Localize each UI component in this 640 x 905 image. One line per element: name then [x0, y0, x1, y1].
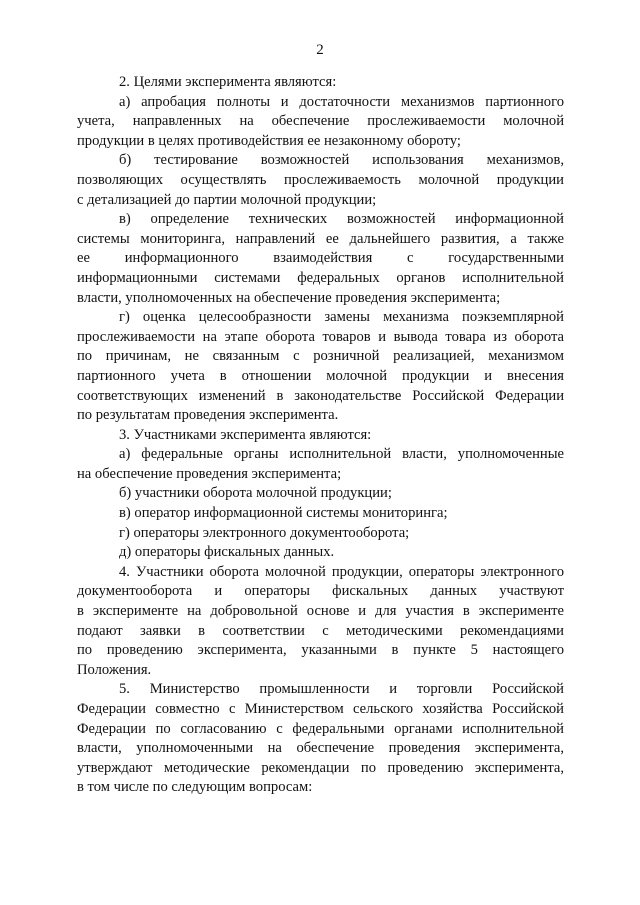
text-line: г) операторы электронного документооборота; [119, 524, 410, 541]
text-line: а) апробация полноты и достаточности механизмов партионного [119, 93, 564, 110]
text-line: 4. Участники оборота молочной продукции, операторы электронного [119, 563, 564, 580]
text-line: д) операторы фискальных данных. [119, 544, 335, 561]
paragraph-3e [77, 543, 564, 563]
text-line: власти, уполномоченными на обеспечение проведения эксперимента, [77, 740, 564, 757]
text-line: 5. Министерство промышленности и торговли Российской [119, 681, 564, 698]
text-line: Положения. [77, 661, 152, 678]
text-line: б) участники оборота молочной продукции; [119, 485, 392, 502]
paragraph-3a [77, 445, 564, 484]
text-line: продукции в целях противодействия ее незаконному обороту; [77, 132, 461, 149]
text-line: б) тестирование возможностей использования механизмов, [119, 152, 564, 169]
text-line: г) оценка целесообразности замены механизма поэкземплярной [119, 309, 564, 326]
paragraph-3d [77, 524, 564, 544]
text-line: партионного учета в отношении молочной продукции и внесения [77, 367, 564, 384]
page-number: 2 [316, 42, 324, 58]
paragraph-2b [77, 151, 564, 210]
paragraph-3b [77, 484, 564, 504]
text-line: соответствующих изменений в законодательстве Российской Федерации [77, 387, 564, 404]
text-line: с детализацией до партии молочной продукции; [77, 191, 377, 208]
text-line: в том числе по следующим вопросам: [77, 779, 313, 796]
text-line: утверждают методические рекомендации по проведению эксперимента, [77, 759, 564, 776]
paragraph-2c [77, 210, 564, 308]
text-line: учета, направленных на обеспечение прослеживаемости молочной [77, 113, 564, 130]
text-line: по причинам, не связанным с розничной реализацией, механизмом [77, 348, 564, 365]
text-line: власти, уполномоченных на обеспечение проведения эксперимента; [77, 289, 501, 306]
text-line: Федерации по согласованию с федеральными органами исполнительной [77, 720, 564, 737]
text-line: документооборота и операторы фискальных данных участвуют [77, 583, 564, 600]
text-line: ее информационного взаимодействия с государственными [77, 250, 564, 267]
paragraph-2a [77, 93, 564, 152]
text-line: позволяющих осуществлять прослеживаемость молочной продукции [77, 171, 564, 188]
text-line: прослеживаемости на этапе оборота товаров и вывода товара из оборота [77, 328, 564, 345]
text-line: в) определение технических возможностей информационной [119, 211, 564, 228]
document-body [77, 73, 564, 798]
text-line: подают заявки в соответствии с методическими рекомендациями [77, 622, 564, 639]
text-line: 2. Целями эксперимента являются: [119, 74, 337, 90]
text-line: системы мониторинга, направлений ее дальнейшего развития, а также [77, 230, 564, 247]
paragraph-3 [77, 426, 564, 446]
paragraph-2d [77, 308, 564, 426]
paragraph-2 [77, 73, 564, 93]
paragraph-4 [77, 563, 564, 681]
paragraph-5 [77, 680, 564, 798]
text-line: на обеспечение проведения эксперимента; [77, 465, 342, 482]
text-line: 3. Участниками эксперимента являются: [119, 426, 372, 443]
text-line: информационными системами федеральных органов исполнительной [77, 269, 564, 286]
text-line: Федерации совместно с Министерством сельского хозяйства Российской [77, 701, 564, 717]
text-line: по проведению эксперимента, указанными в пункте 5 настоящего [77, 642, 564, 659]
text-line: в) оператор информационной системы мониторинга; [119, 505, 448, 522]
text-line: по результатам проведения эксперимента. [77, 407, 339, 424]
text-line: а) федеральные органы исполнительной власти, уполномоченные [119, 446, 564, 463]
paragraph-3c [77, 504, 564, 524]
text-line: в эксперименте на добровольной основе и для участия в эксперименте [77, 603, 564, 620]
